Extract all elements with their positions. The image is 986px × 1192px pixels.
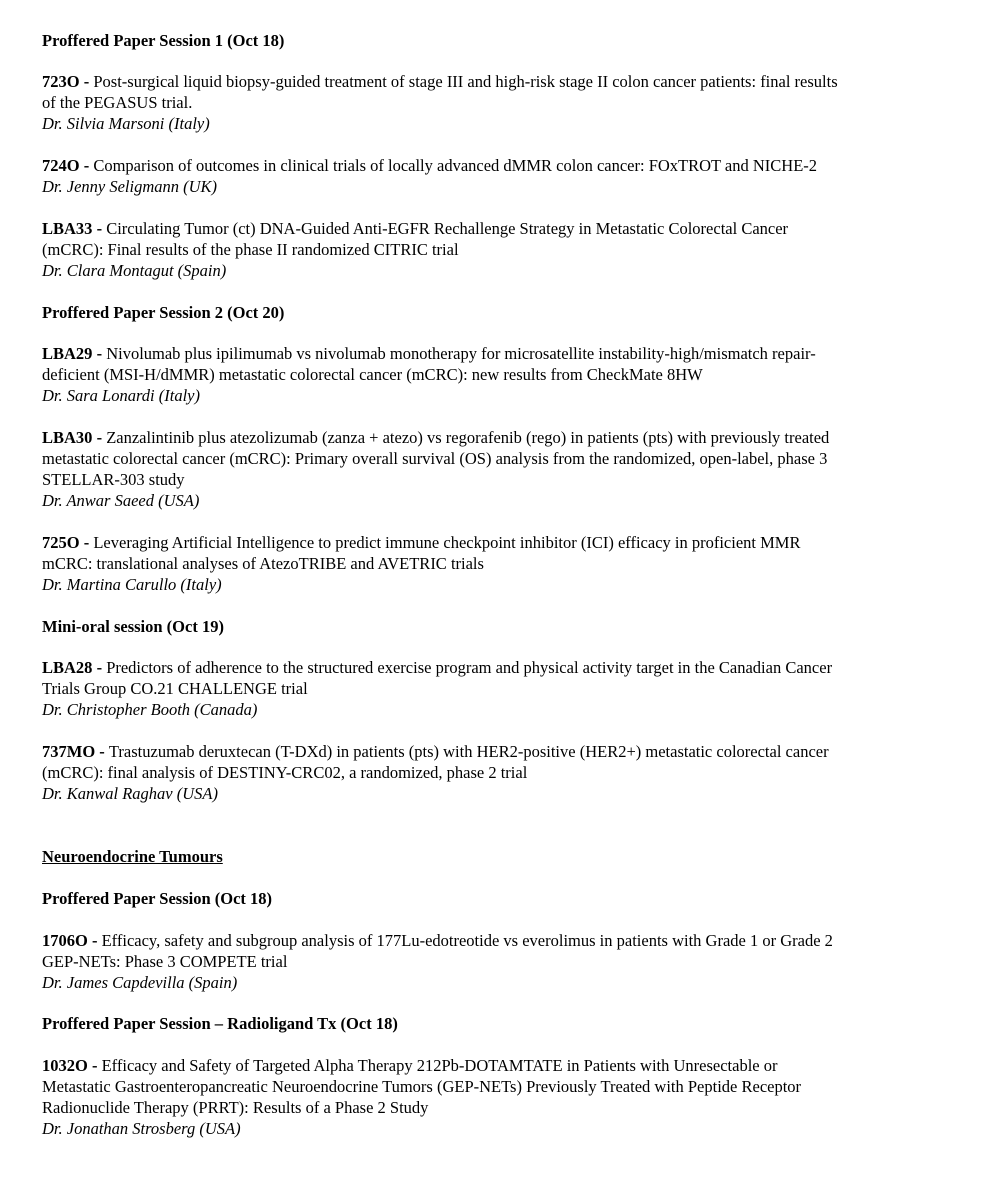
abstract-title-text: Zanzalintinib plus atezolizumab (zanza + atezo) vs regorafenib (rego) in patients (pts) with previously treated (106, 428, 830, 447)
abstract-title-line (42, 1055, 942, 1076)
code-separator: - (79, 156, 94, 175)
presenter-name: Dr. Martina Carullo (Italy) (42, 575, 222, 594)
abstract-code: 1706O (42, 931, 88, 950)
abstract-title-line (42, 532, 942, 553)
abstract-title-line (42, 427, 942, 448)
abstract-code: 737MO (42, 742, 96, 761)
presenter-name: Dr. Clara Montagut (Spain) (42, 261, 227, 280)
abstract-title-text: Efficacy and Safety of Targeted Alpha Therapy 212Pb-DOTAMTATE in Patients with Unresectable or (101, 1056, 778, 1075)
session-heading-mini-oral: Mini-oral session (Oct 19) (42, 617, 224, 636)
code-separator: - (92, 344, 107, 363)
abstract-code: 725O (42, 533, 80, 552)
abstract-title-line (42, 741, 942, 762)
session-heading-net-pps: Proffered Paper Session (Oct 18) (42, 889, 273, 908)
code-separator: - (87, 931, 102, 950)
presenter-name: Dr. Sara Lonardi (Italy) (42, 386, 200, 405)
abstract-code: LBA29 (42, 344, 93, 363)
abstract-title-text: Comparison of outcomes in clinical trials of locally advanced dMMR colon cancer: FOxTROT and NICHE-2 (93, 156, 818, 175)
abstract-title-line (42, 657, 942, 678)
presenter-name: Dr. Jenny Seligmann (UK) (42, 177, 218, 196)
abstract-title-text: Leveraging Artificial Intelligence to predict immune checkpoint inhibitor (ICI) efficacy in proficient MMR (93, 533, 801, 552)
session-heading-radioligand: Proffered Paper Session – Radioligand Tx (Oct 18) (42, 1014, 398, 1033)
code-separator: - (79, 533, 94, 552)
session-heading-pps1: Proffered Paper Session 1 (Oct 18) (42, 31, 285, 50)
presenter-name: Dr. Silvia Marsoni (Italy) (42, 114, 210, 133)
abstract-title-line: Radionuclide Therapy (PRRT): Results of a Phase 2 Study (42, 1098, 429, 1117)
code-separator: - (79, 72, 94, 91)
abstract-title-text: Nivolumab plus ipilimumab vs nivolumab monotherapy for microsatellite instability-high/mismatch repair- (106, 344, 816, 363)
code-separator: - (92, 428, 107, 447)
abstract-title-line: (mCRC): final analysis of DESTINY-CRC02, a randomized, phase 2 trial (42, 763, 528, 782)
presenter-name: Dr. Kanwal Raghav (USA) (42, 784, 218, 803)
abstract-title-line: Trials Group CO.21 CHALLENGE trial (42, 679, 308, 698)
section-title-neuroendocrine: Neuroendocrine Tumours (42, 847, 223, 866)
abstract-title-text: Post-surgical liquid biopsy-guided treatment of stage III and high-risk stage II colon cancer patients: final results (93, 72, 838, 91)
abstract-title-line (42, 155, 942, 176)
abstract-code: LBA30 (42, 428, 93, 447)
abstract-code: 723O (42, 72, 80, 91)
abstract-title-line: (mCRC): Final results of the phase II randomized CITRIC trial (42, 240, 459, 259)
abstract-title-line: metastatic colorectal cancer (mCRC): Primary overall survival (OS) analysis from the randomized, open-label, phase 3 (42, 449, 828, 468)
abstract-code: 1032O (42, 1056, 88, 1075)
abstract-title-line: of the PEGASUS trial. (42, 93, 193, 112)
abstract-title-text: Circulating Tumor (ct) DNA-Guided Anti-EGFR Rechallenge Strategy in Metastatic Colorectal Cancer (106, 219, 789, 238)
abstract-title-line: deficient (MSI-H/dMMR) metastatic colorectal cancer (mCRC): new results from CheckMate 8HW (42, 365, 703, 384)
code-separator: - (92, 219, 107, 238)
session-heading-pps2: Proffered Paper Session 2 (Oct 20) (42, 303, 285, 322)
abstract-title-line: GEP-NETs: Phase 3 COMPETE trial (42, 952, 288, 971)
abstract-title-text: Efficacy, safety and subgroup analysis of 177Lu-edotreotide vs everolimus in patients with Grade 1 or Grade 2 (101, 931, 833, 950)
abstract-code: LBA33 (42, 219, 93, 238)
presenter-name: Dr. Christopher Booth (Canada) (42, 700, 258, 719)
abstract-code: 724O (42, 156, 80, 175)
abstract-title-line (42, 71, 942, 92)
abstract-code: LBA28 (42, 658, 93, 677)
abstract-title-line: Metastatic Gastroenteropancreatic Neuroendocrine Tumors (GEP-NETs) Previously Treated with Peptide Receptor (42, 1077, 802, 1096)
abstract-title-text: Trastuzumab deruxtecan (T-DXd) in patients (pts) with HER2-positive (HER2+) metastatic colorectal cancer (108, 742, 829, 761)
presenter-name: Dr. James Capdevilla (Spain) (42, 973, 238, 992)
abstract-title-line (42, 930, 942, 951)
code-separator: - (87, 1056, 102, 1075)
abstract-title-line (42, 343, 942, 364)
abstract-title-line (42, 218, 942, 239)
abstract-title-line: mCRC: translational analyses of AtezoTRIBE and AVETRIC trials (42, 554, 484, 573)
presenter-name: Dr. Jonathan Strosberg (USA) (42, 1119, 241, 1138)
abstract-title-text: Predictors of adherence to the structured exercise program and physical activity target in the Canadian Cancer (106, 658, 833, 677)
abstract-title-line: STELLAR-303 study (42, 470, 185, 489)
code-separator: - (95, 742, 109, 761)
presenter-name: Dr. Anwar Saeed (USA) (42, 491, 200, 510)
code-separator: - (92, 658, 107, 677)
